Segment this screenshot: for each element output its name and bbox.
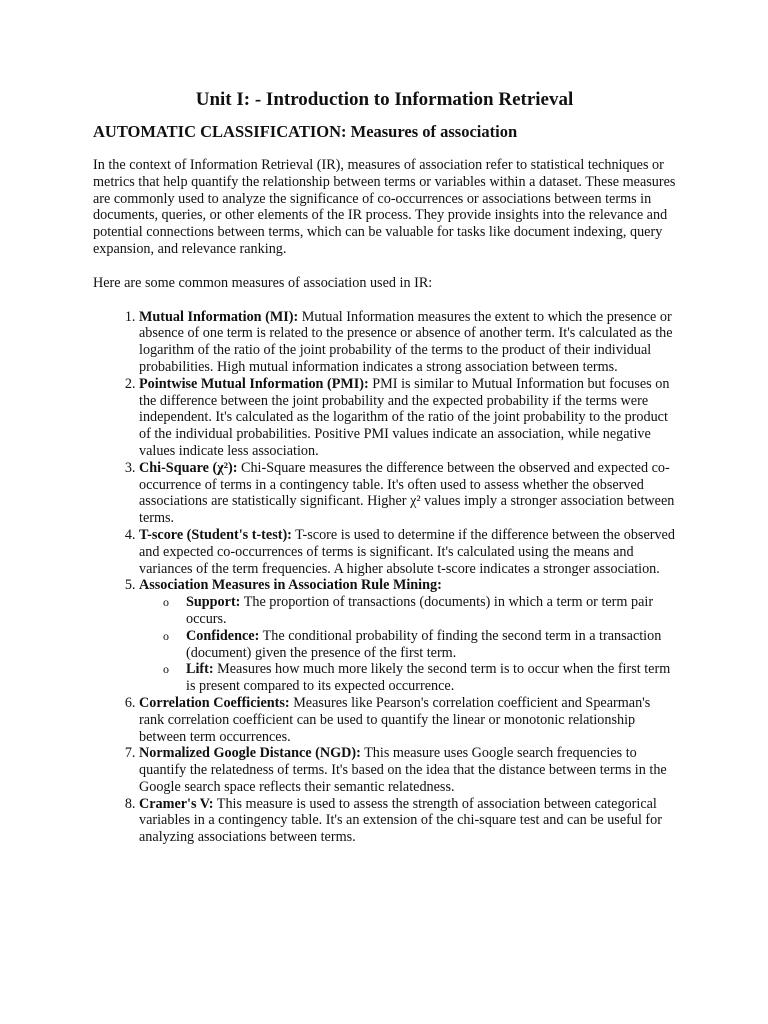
item-text: PMI is similar to Mutual Information but focuses on the difference between the joint probability and the expected probability if the terms were independent. It's calculated as the logarithm of the ratio of the joint probability to the product of the individual probabilities. Positive PMI values indicate an association, while negative values indicate less association.	[139, 375, 670, 459]
list-item-ngd	[139, 745, 676, 795]
item-term: Chi-Square (χ²):	[139, 459, 238, 476]
circle-bullet-icon: o	[163, 595, 169, 610]
section-heading: AUTOMATIC CLASSIFICATION: Measures of association	[93, 122, 518, 141]
sub-item-confidence	[163, 627, 676, 662]
sub-list	[139, 594, 676, 695]
sub-item-lift	[163, 661, 676, 695]
list-item-mutual-information	[139, 309, 676, 376]
item-text: This measure is used to assess the strength of association between categorical variables in a contingency table. It's an extension of the chi-square test and can be useful for analyzing associations between terms.	[139, 795, 662, 846]
list-item-correlation-coefficients	[139, 695, 676, 745]
sub-item-term: Lift:	[186, 661, 214, 678]
circle-bullet-icon: o	[163, 662, 169, 677]
list-item-pmi	[139, 376, 676, 460]
sub-item-text: The conditional probability of finding the second term in a transaction (document) given the presence of the first term.	[186, 627, 662, 661]
item-term: Normalized Google Distance (NGD):	[139, 745, 361, 762]
list-item-association-rule-mining	[139, 577, 676, 695]
item-text: Mutual Information measures the extent to which the presence or absence of one term is related to the presence or absence of another term. It's calculated as the logarithm of the ratio of the joint probability of the terms to the product of their individual probabilities. High mutual information indicates a strong association between terms.	[139, 308, 673, 375]
item-term: Correlation Coefficients:	[139, 694, 290, 711]
list-item-cramers-v	[139, 796, 676, 846]
item-text: This measure uses Google search frequencies to quantify the relatedness of terms. It's based on the idea that the distance between terms in the Google search space reflects their semantic relatedness.	[139, 745, 667, 795]
intro-paragraph: In the context of Information Retrieval (IR), measures of association refer to statistical techniques or metrics that help quantify the relationship between terms or variables within a dataset. These measures are commonly used to analyze the significance of co-occurrences or associations between terms in documents, queries, or other elements of the IR process. They provide insights into the relevance and potential connections between terms, which can be valuable for tasks like document indexing, query expansion, and relevance ranking.	[93, 157, 676, 257]
item-term: Mutual Information (MI):	[139, 308, 299, 325]
page-title: Unit I: - Introduction to Information Retrieval	[195, 89, 574, 110]
item-text: T-score is used to determine if the difference between the observed and expected co-occurrences of terms is significant. It's calculated using the means and variances of the term frequencies. A higher absolute t-score indicates a stronger association.	[139, 526, 675, 577]
sub-item-term: Confidence:	[186, 627, 260, 644]
item-text: Chi-Square measures the difference between the observed and expected co-occurrence of terms in a contingency table. It's often used to assess whether the observed associations are statistically significant. Higher χ² values imply a stronger association between terms.	[139, 459, 675, 527]
sub-item-text: The proportion of transactions (documents) in which a term or term pair occurs.	[186, 594, 654, 627]
sub-item-support	[163, 594, 676, 628]
circle-bullet-icon: o	[163, 628, 169, 643]
item-term: T-score (Student's t-test):	[139, 526, 292, 543]
item-term: Association Measures in Association Rule Mining:	[139, 577, 442, 594]
item-term: Pointwise Mutual Information (PMI):	[139, 375, 369, 392]
sub-item-text: Measures how much more likely the second term is to occur when the first term is present compared to its expected occurrence.	[186, 661, 671, 695]
item-text: Measures like Pearson's correlation coefficient and Spearman's rank correlation coefficient can be used to quantify the linear or monotonic relationship between term occurrences.	[139, 694, 651, 745]
item-term: Cramer's V:	[139, 795, 214, 812]
lead-paragraph: Here are some common measures of association used in IR:	[93, 274, 433, 291]
list-item-t-score	[139, 527, 676, 577]
measures-list	[93, 309, 676, 847]
sub-item-term: Support:	[186, 594, 241, 611]
list-item-chi-square	[139, 460, 676, 527]
